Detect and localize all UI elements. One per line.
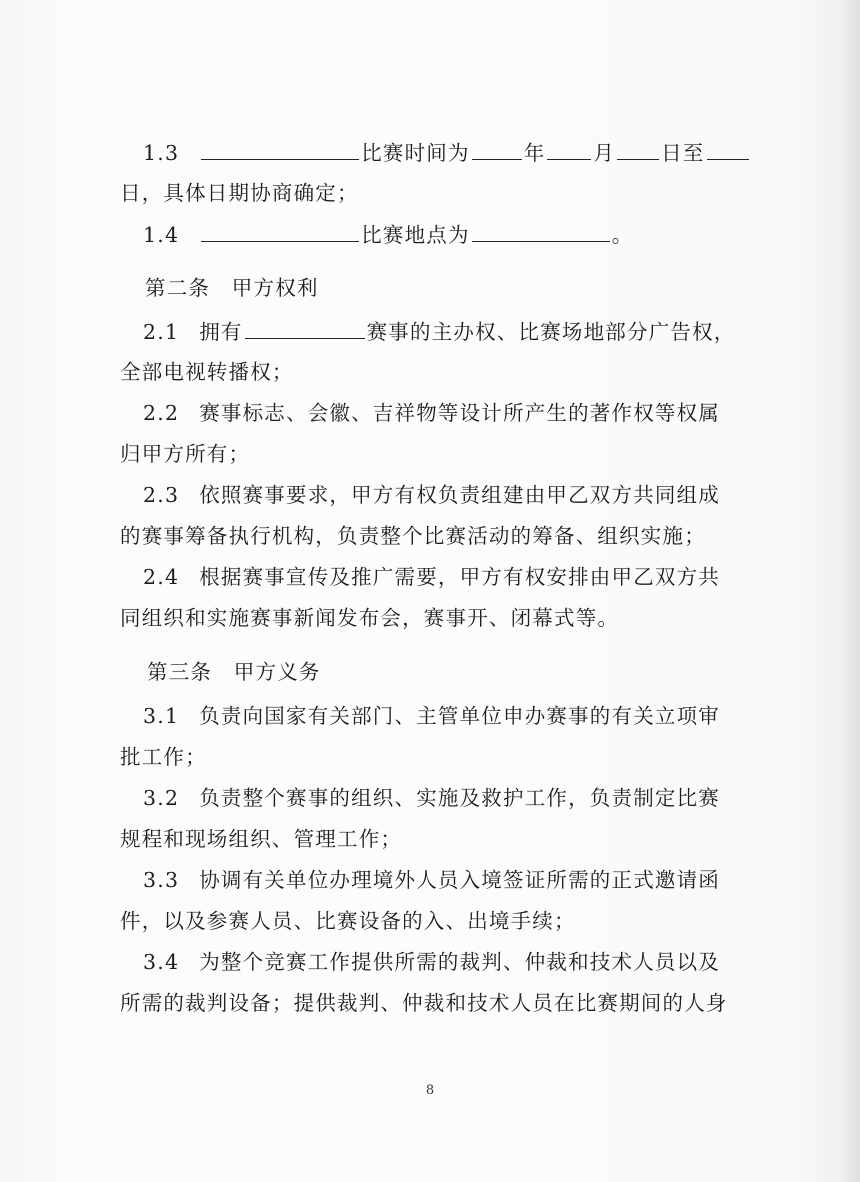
clause-text: 为整个竞赛工作提供所需的裁判、仲裁和技术人员以及	[199, 950, 721, 974]
clause-2-1-cont: 全部电视转播权；	[120, 360, 294, 384]
clause-2-2	[143, 398, 720, 428]
clause-2-2-cont: 归甲方所有；	[120, 442, 251, 466]
clause-text: 。	[611, 223, 634, 247]
clause-text: 协调有关单位办理境外人员入境签证所需的正式邀请函	[199, 868, 721, 892]
clause-2-3-cont: 的赛事筹备执行机构，负责整个比赛活动的筹备、组织实施；	[120, 524, 706, 548]
clause-number: 2.3	[143, 483, 180, 507]
clause-3-2-cont: 规程和现场组织、管理工作；	[120, 827, 403, 851]
page-number: 8	[425, 1083, 435, 1098]
clause-1-3-cont: 日，具体日期协商确定；	[120, 181, 359, 205]
clause-3-1-cont: 批工作；	[120, 745, 207, 769]
clause-text: 赛事标志、会徽、吉祥物等设计所产生的著作权等权属	[199, 401, 721, 425]
clause-number: 3.2	[143, 786, 180, 810]
clause-3-4-cont: 所需的裁判设备；提供裁判、仲裁和技术人员在比赛期间的人身	[120, 991, 728, 1015]
blank-field	[201, 219, 359, 242]
clause-3-2	[143, 783, 720, 813]
clause-2-4-cont: 同组织和实施赛事新闻发布会，赛事开、闭幕式等。	[120, 606, 620, 630]
clause-2-4	[143, 562, 720, 592]
clause-number: 3.4	[143, 950, 180, 974]
clause-number: 1.3	[143, 141, 180, 165]
clause-text: 根据赛事宣传及推广需要，甲方有权安排由甲乙双方共	[199, 565, 721, 589]
blank-month	[547, 137, 591, 160]
clause-3-3	[143, 865, 720, 895]
clause-text: 比赛时间为	[361, 141, 470, 165]
clause-text: 负责向国家有关部门、主管单位申办赛事的有关立项审	[199, 704, 721, 728]
clause-text: 日至	[661, 141, 705, 165]
clause-number: 2.4	[143, 565, 180, 589]
blank-field	[201, 137, 359, 160]
clause-3-4	[143, 947, 720, 977]
clause-text: 比赛地点为	[361, 223, 470, 247]
clause-3-3-cont: 件，以及参赛人员、比赛设备的入、出境手续；	[120, 909, 576, 933]
clause-2-1	[143, 316, 736, 347]
blank-year	[472, 137, 522, 160]
clause-3-1	[143, 701, 720, 731]
clause-text: 拥有	[199, 320, 243, 344]
clause-2-3	[143, 480, 720, 510]
clause-number: 2.2	[143, 401, 180, 425]
clause-number: 1.4	[143, 223, 180, 247]
blank-day	[617, 137, 659, 160]
clause-1-3	[143, 137, 751, 168]
clause-text: 月	[593, 141, 616, 165]
page-edge-shadow	[838, 0, 860, 1182]
clause-text: 负责整个赛事的组织、实施及救护工作，负责制定比赛	[199, 786, 721, 810]
clause-number: 3.3	[143, 868, 180, 892]
clause-text: 年	[523, 141, 546, 165]
article-2-heading: 第二条 甲方权利	[145, 276, 319, 300]
article-3-heading: 第三条 甲方义务	[147, 660, 321, 684]
blank-venue	[472, 219, 610, 242]
clause-text: 依照赛事要求，甲方有权负责组建由甲乙双方共同组成	[199, 483, 721, 507]
blank-event	[245, 316, 365, 339]
clause-1-4	[143, 219, 633, 250]
clause-text: 赛事的主办权、比赛场地部分广告权，	[366, 320, 736, 344]
clause-number: 3.1	[143, 704, 180, 728]
blank-day-end	[707, 137, 749, 160]
clause-number: 2.1	[143, 320, 180, 344]
